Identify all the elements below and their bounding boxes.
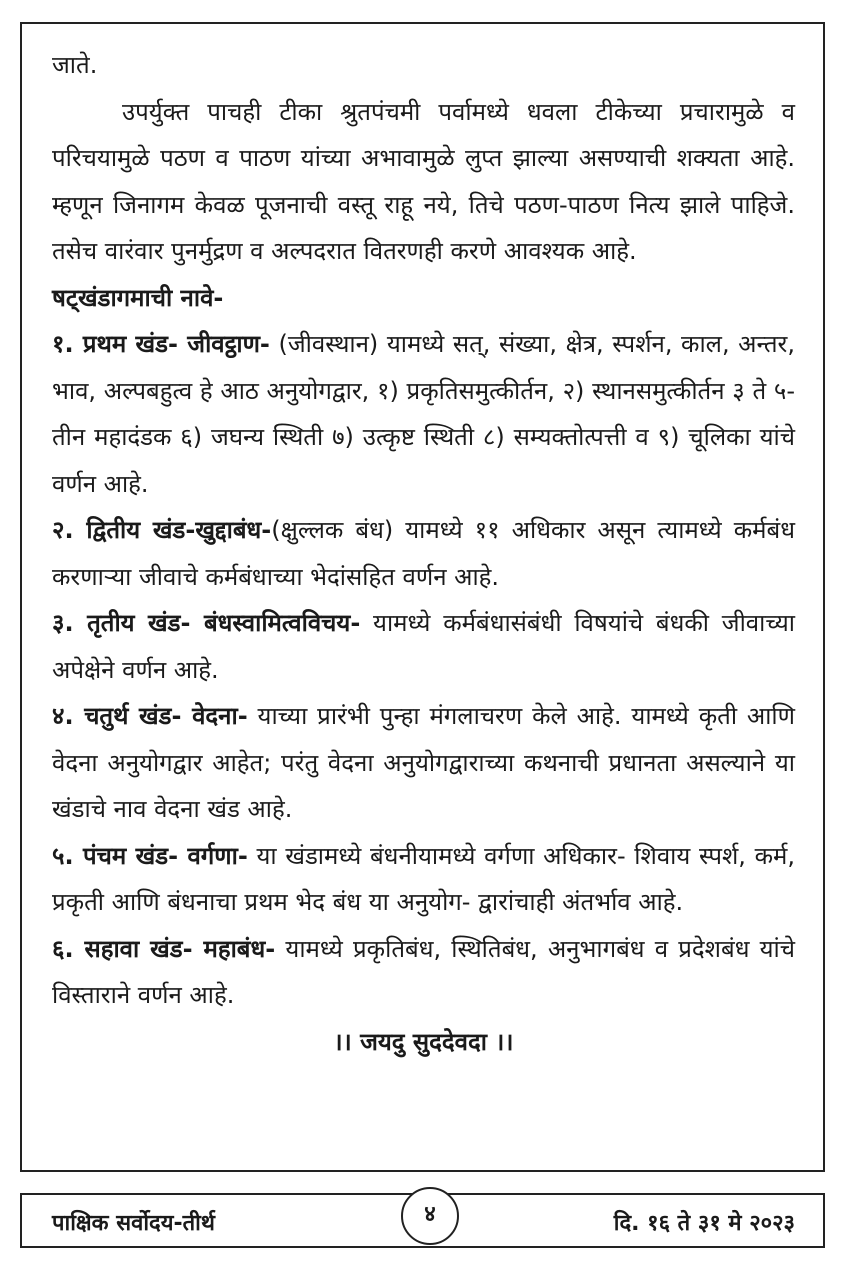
section-heading: षट्खंडागमाची नावे-	[52, 283, 224, 312]
section-1-text: (जीवस्थान) यामध्ये सत्, संख्या, क्षेत्र, स्पर्शन, काल, अन्तर, भाव, अल्पबहुत्व हे आठ अनुयोगद्वार, १) प्रकृतिसमुत्कीर्तन, २) स्थानसमुत्कीर्तन ३ ते ५- तीन महादंडक ६) जघन्य स्थिती ७) उत्कृष्ट स्थिती ८) सम्यक्तोत्पत्ती व ९) चूलिका यांचे वर्णन आहे.	[52, 330, 795, 498]
paragraph-intro: उपर्युक्त पाचही टीका श्रुतपंचमी पर्वामध्ये धवला टीकेच्या प्रचारामुळे व परिचयामुळे पठण व पाठण यांच्या अभावामुळे लुप्त झाल्या असण्याची शक्यता आहे. म्हणून जिनागम केवळ पूजनाची वस्तू राहू नये, तिचे पठण-पाठण नित्य झाले पाहिजे. तसेच वारंवार पुनर्मुद्रण व अल्पदरात वितरणही करणे आवश्यक आहे.	[52, 97, 795, 265]
section-4-title: ४. चतुर्थ खंड- वेदना-	[52, 702, 248, 730]
page-number: ४	[401, 1187, 459, 1245]
paragraph-continuation: जाते.	[52, 51, 98, 79]
section-3	[52, 600, 795, 693]
section-1	[52, 321, 795, 507]
section-6-title: ६. सहावा खंड- महाबंध-	[52, 934, 276, 963]
section-3-text: यामध्ये कर्मबंधासंबंधी विषयांचे बंधकी जीवाच्या अपेक्षेने वर्णन आहे.	[52, 609, 795, 684]
section-6-text: यामध्ये प्रकृतिबंध, स्थितिबंध, अनुभागबंध व प्रदेशबंध यांचे विस्ताराने वर्णन आहे.	[52, 934, 796, 1009]
section-6	[52, 926, 795, 1019]
section-5	[52, 833, 795, 926]
section-2-title: २. द्वितीय खंड-खुद्दाबंध-	[52, 516, 272, 544]
section-5-text: या खंडामध्ये बंधनीयामध्ये वर्गणा अधिकार- शिवाय स्पर्श, कर्म, प्रकृती आणि बंधनाचा प्रथम भेद बंध या अनुयोग- द्वारांचाही अंतर्भाव आहे.	[52, 841, 795, 916]
section-5-title: ५. पंचम खंड- वर्गणा-	[52, 841, 248, 870]
section-2	[52, 507, 795, 600]
issue-date: दि. १६ ते ३१ मे २०२३	[613, 1211, 795, 1236]
section-1-title: १. प्रथम खंड- जीवट्ठाण-	[52, 330, 270, 358]
section-2-text: (क्षुल्लक बंध) यामध्ये ११ अधिकार असून त्यामध्ये कर्मबंध करणाऱ्या जीवाचे कर्मबंधाच्या भेदांसहित वर्णन आहे.	[52, 516, 795, 591]
section-3-title: ३. तृतीय खंड- बंधस्वामित्वविचय-	[52, 609, 361, 637]
publication-name: पाक्षिक सर्वोदय-तीर्थ	[52, 1211, 215, 1236]
section-4-text: याच्या प्रारंभी पुन्हा मंगलाचरण केले आहे. यामध्ये कृती आणि वेदना अनुयोगद्वार आहेत; परंतु वेदना अनुयोगद्वाराच्या कथनाची प्रधानता असल्याने या खंडाचे नाव वेदना खंड आहे.	[52, 702, 796, 823]
closing-invocation: ।। जयदु सुददेवदा ।।	[333, 1027, 514, 1056]
section-4	[52, 693, 795, 833]
page-footer	[20, 1193, 825, 1248]
page-content-frame	[20, 22, 825, 1172]
